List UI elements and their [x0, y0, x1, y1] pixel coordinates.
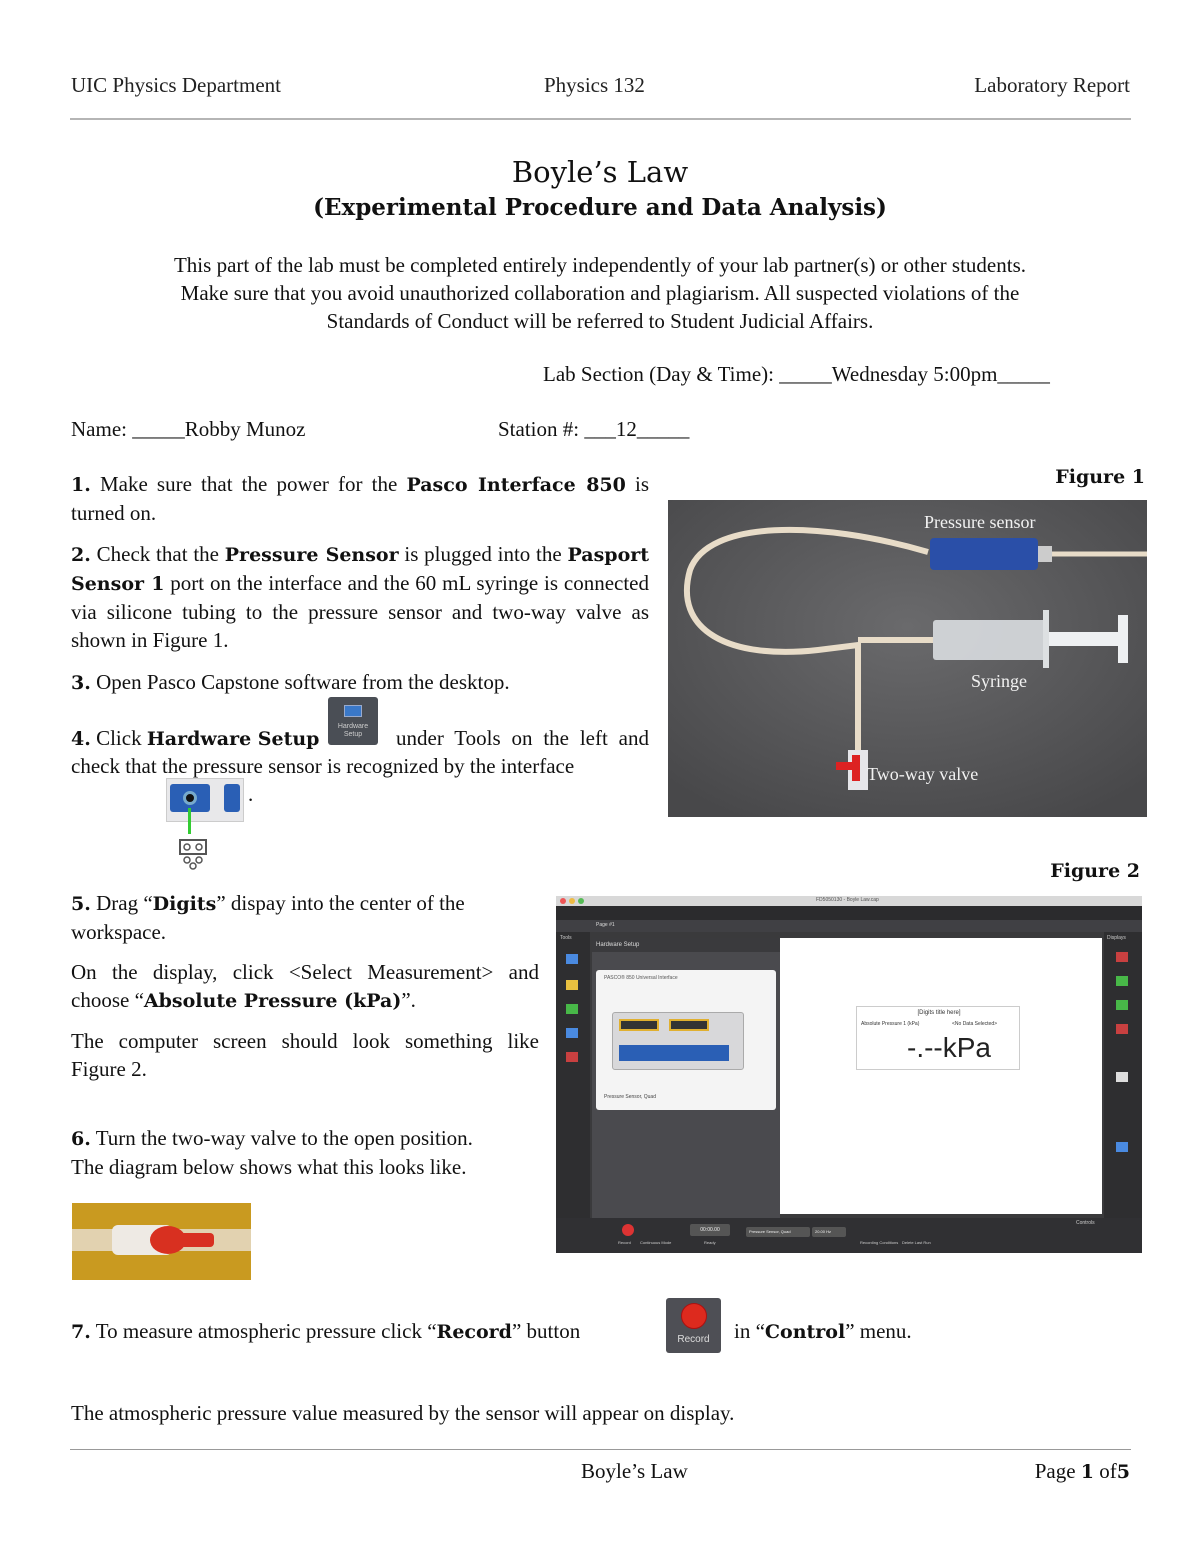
step-7-text-c: ” button [511, 1319, 581, 1343]
step-4-number: 4. [71, 728, 91, 750]
digits-value: -.--kPa [907, 1032, 991, 1063]
step-6-text-a: Turn the two-way valve to the open position. [95, 1126, 473, 1150]
step-1 [71, 470, 649, 527]
step-7-part-1 [71, 1317, 580, 1346]
lab-section-field [543, 360, 1050, 388]
interface-card [596, 970, 776, 1110]
step-5-text-a: Drag “ [96, 891, 153, 915]
record-button-icon [666, 1298, 721, 1353]
step-2-number: 2. [71, 544, 91, 566]
pressure-sensor-symbol-icon [177, 838, 209, 872]
station-label: Station #: [498, 417, 580, 441]
digits-measurement: Absolute Pressure 1 (kPa) [861, 1021, 920, 1027]
displays-label: Displays [1107, 935, 1126, 941]
step-7-record: Record [436, 1321, 512, 1343]
step-3-text: Open Pasco Capstone software from the desktop. [96, 670, 510, 694]
figure-2-label: Figure 2 [1050, 860, 1140, 882]
workspace [780, 938, 1102, 1214]
name-value: _____Robby Munoz [132, 417, 306, 441]
window-title: FD5050130 - Boyle Law.cap [816, 897, 879, 903]
step-5-text-c: ” dispay into the center of the workspace. [71, 891, 465, 944]
footer-page-current: 1 [1080, 1461, 1095, 1483]
tools-label: Tools [560, 935, 572, 941]
displays-sidebar [1104, 932, 1142, 1218]
page-title: Boyle’s Law [511, 155, 689, 189]
final-note: The atmospheric pressure value measured by the sensor will appear on display. [71, 1401, 735, 1425]
header-divider [70, 118, 1131, 120]
step-2-text-a: Check that the [96, 542, 219, 566]
step-2-sensor-name: Pressure Sensor [224, 544, 399, 566]
step-2-text-c: is plugged into the [404, 542, 562, 566]
step-5-absolute-pressure: Absolute Pressure (kPa) [143, 990, 402, 1012]
step-4-hardware-setup: Hardware Setup [146, 728, 320, 750]
interface-port-icon [166, 778, 244, 834]
step-6-text-b: The diagram below shows what this looks like. [71, 1155, 467, 1179]
notice-line-2: Make sure that you avoid unauthorized collaboration and plagiarism. All suspected violations of the [180, 281, 1020, 305]
step-1-text-a: Make sure that the power for the [99, 472, 398, 496]
sensor-name: Pressure Sensor, Quad [604, 1094, 656, 1100]
header-department: UIC Physics Department [71, 73, 281, 97]
step-5-number: 5. [71, 893, 91, 915]
step-7-text-d: in “ [734, 1319, 765, 1343]
fig2-record-icon [622, 1224, 634, 1236]
step-5-para-3: The computer screen should look something like Figure 2. [71, 1029, 539, 1081]
notice-line-3: Standards of Conduct will be referred to Student Judicial Affairs. [326, 309, 874, 333]
step-1-interface-name: Pasco Interface 850 [406, 474, 626, 496]
footer-divider [70, 1449, 1131, 1450]
app-toolbar [556, 906, 1142, 920]
step-4-period: . [248, 782, 254, 806]
station-field [498, 415, 689, 443]
step-7-text-a: To measure atmospheric pressure click “ [95, 1319, 437, 1343]
step-5-para-2 [71, 958, 539, 1015]
page-tab: Page #1 [596, 922, 615, 928]
step-4-text-c: under Tools on the left and check that the pressure sensor is recognized by the interface [71, 726, 649, 778]
step-5-p2-text-a: On the display, click <Select Measurement> and choose “ [71, 960, 539, 1012]
window-titlebar [556, 896, 1142, 906]
digits-display [856, 1006, 1020, 1070]
step-5-p2-text-c: ”. [401, 988, 416, 1012]
step-4-body [71, 724, 649, 780]
footer-page-number [1035, 1457, 1130, 1486]
sensor-select: Pressure Sensor, Quad [746, 1227, 810, 1237]
figure-2-screenshot [556, 896, 1142, 1253]
digits-title: [Digits title here] [917, 1010, 961, 1016]
fig2-recording-conditions: Recording Conditions [860, 1240, 899, 1245]
footer-page-of: of [1099, 1459, 1117, 1483]
hardware-setup-icon-label: Hardware Setup [337, 723, 369, 738]
notice-line-1: This part of the lab must be completed entirely independently of your lab partner(s) or other students. [173, 253, 1026, 277]
digits-nodata: <No Data Selected> [952, 1021, 998, 1027]
step-7-control: Control [764, 1321, 846, 1343]
page-tabs [556, 920, 1142, 932]
fig2-record-label: Record [618, 1240, 631, 1245]
record-icon-label: Record [677, 1334, 710, 1345]
step-7-number: 7. [71, 1321, 91, 1343]
timer-display: 00:00.00 [690, 1224, 730, 1236]
step-3-number: 3. [71, 672, 91, 694]
interface-name: PASCO® 850 Universal Interface [604, 975, 678, 981]
step-7-text-f: ” menu. [845, 1319, 912, 1343]
step-1-text-c: is turned on. [71, 472, 650, 525]
controls-bar [556, 1218, 1142, 1253]
callout-pressure-sensor: Pressure sensor [924, 512, 1036, 532]
footer-title: Boyle’s Law [581, 1459, 688, 1483]
open-valve-photo [72, 1203, 251, 1280]
name-field [71, 415, 305, 443]
rate-select: 20.00 Hz [812, 1227, 846, 1237]
step-7-part-2 [734, 1317, 912, 1346]
fig2-continuous-label: Continuous Mode [640, 1240, 672, 1245]
callout-syringe: Syringe [971, 671, 1027, 691]
hardware-setup-panel [592, 938, 780, 1218]
footer-page-prefix: Page [1034, 1459, 1076, 1483]
name-label: Name: [71, 417, 127, 441]
header-report-type: Laboratory Report [974, 73, 1130, 97]
station-value: ___12_____ [584, 417, 690, 441]
callout-two-way-valve: Two-way valve [867, 764, 979, 784]
tools-sidebar [556, 932, 590, 1218]
step-2 [71, 540, 649, 654]
integrity-notice [0, 251, 1200, 335]
step-6-number: 6. [71, 1128, 91, 1150]
step-1-number: 1. [71, 474, 91, 496]
footer-page-total: 5 [1116, 1461, 1130, 1483]
step-2-port-name: Pasport Sensor 1 [71, 544, 650, 595]
lab-section-label: Lab Section (Day & Time): [543, 362, 774, 386]
step-3 [71, 668, 649, 697]
hardware-setup-title: Hardware Setup [596, 942, 640, 948]
controls-label: Controls [1076, 1220, 1095, 1226]
step-4-text-a: Click [96, 726, 142, 750]
figure-1-photo [668, 500, 1147, 817]
step-2-text-e: port on the interface and the 60 mL syringe is connected via silicone tubing to the pressure sensor and two-way valve as shown in Figure 1. [71, 571, 649, 652]
fig2-delete-run: Delete Last Run [902, 1240, 931, 1245]
page-subtitle: (Experimental Procedure and Data Analysis) [313, 194, 887, 221]
fig2-ready-label: Ready [704, 1240, 716, 1245]
lab-section-value: _____Wednesday 5:00pm_____ [779, 362, 1050, 386]
step-5-digits: Digits [152, 893, 217, 915]
header-course: Physics 132 [544, 73, 645, 97]
figure-1-label: Figure 1 [1055, 466, 1145, 488]
step-6 [71, 1124, 541, 1181]
monitor-icon [344, 705, 362, 717]
step-5 [71, 889, 539, 946]
